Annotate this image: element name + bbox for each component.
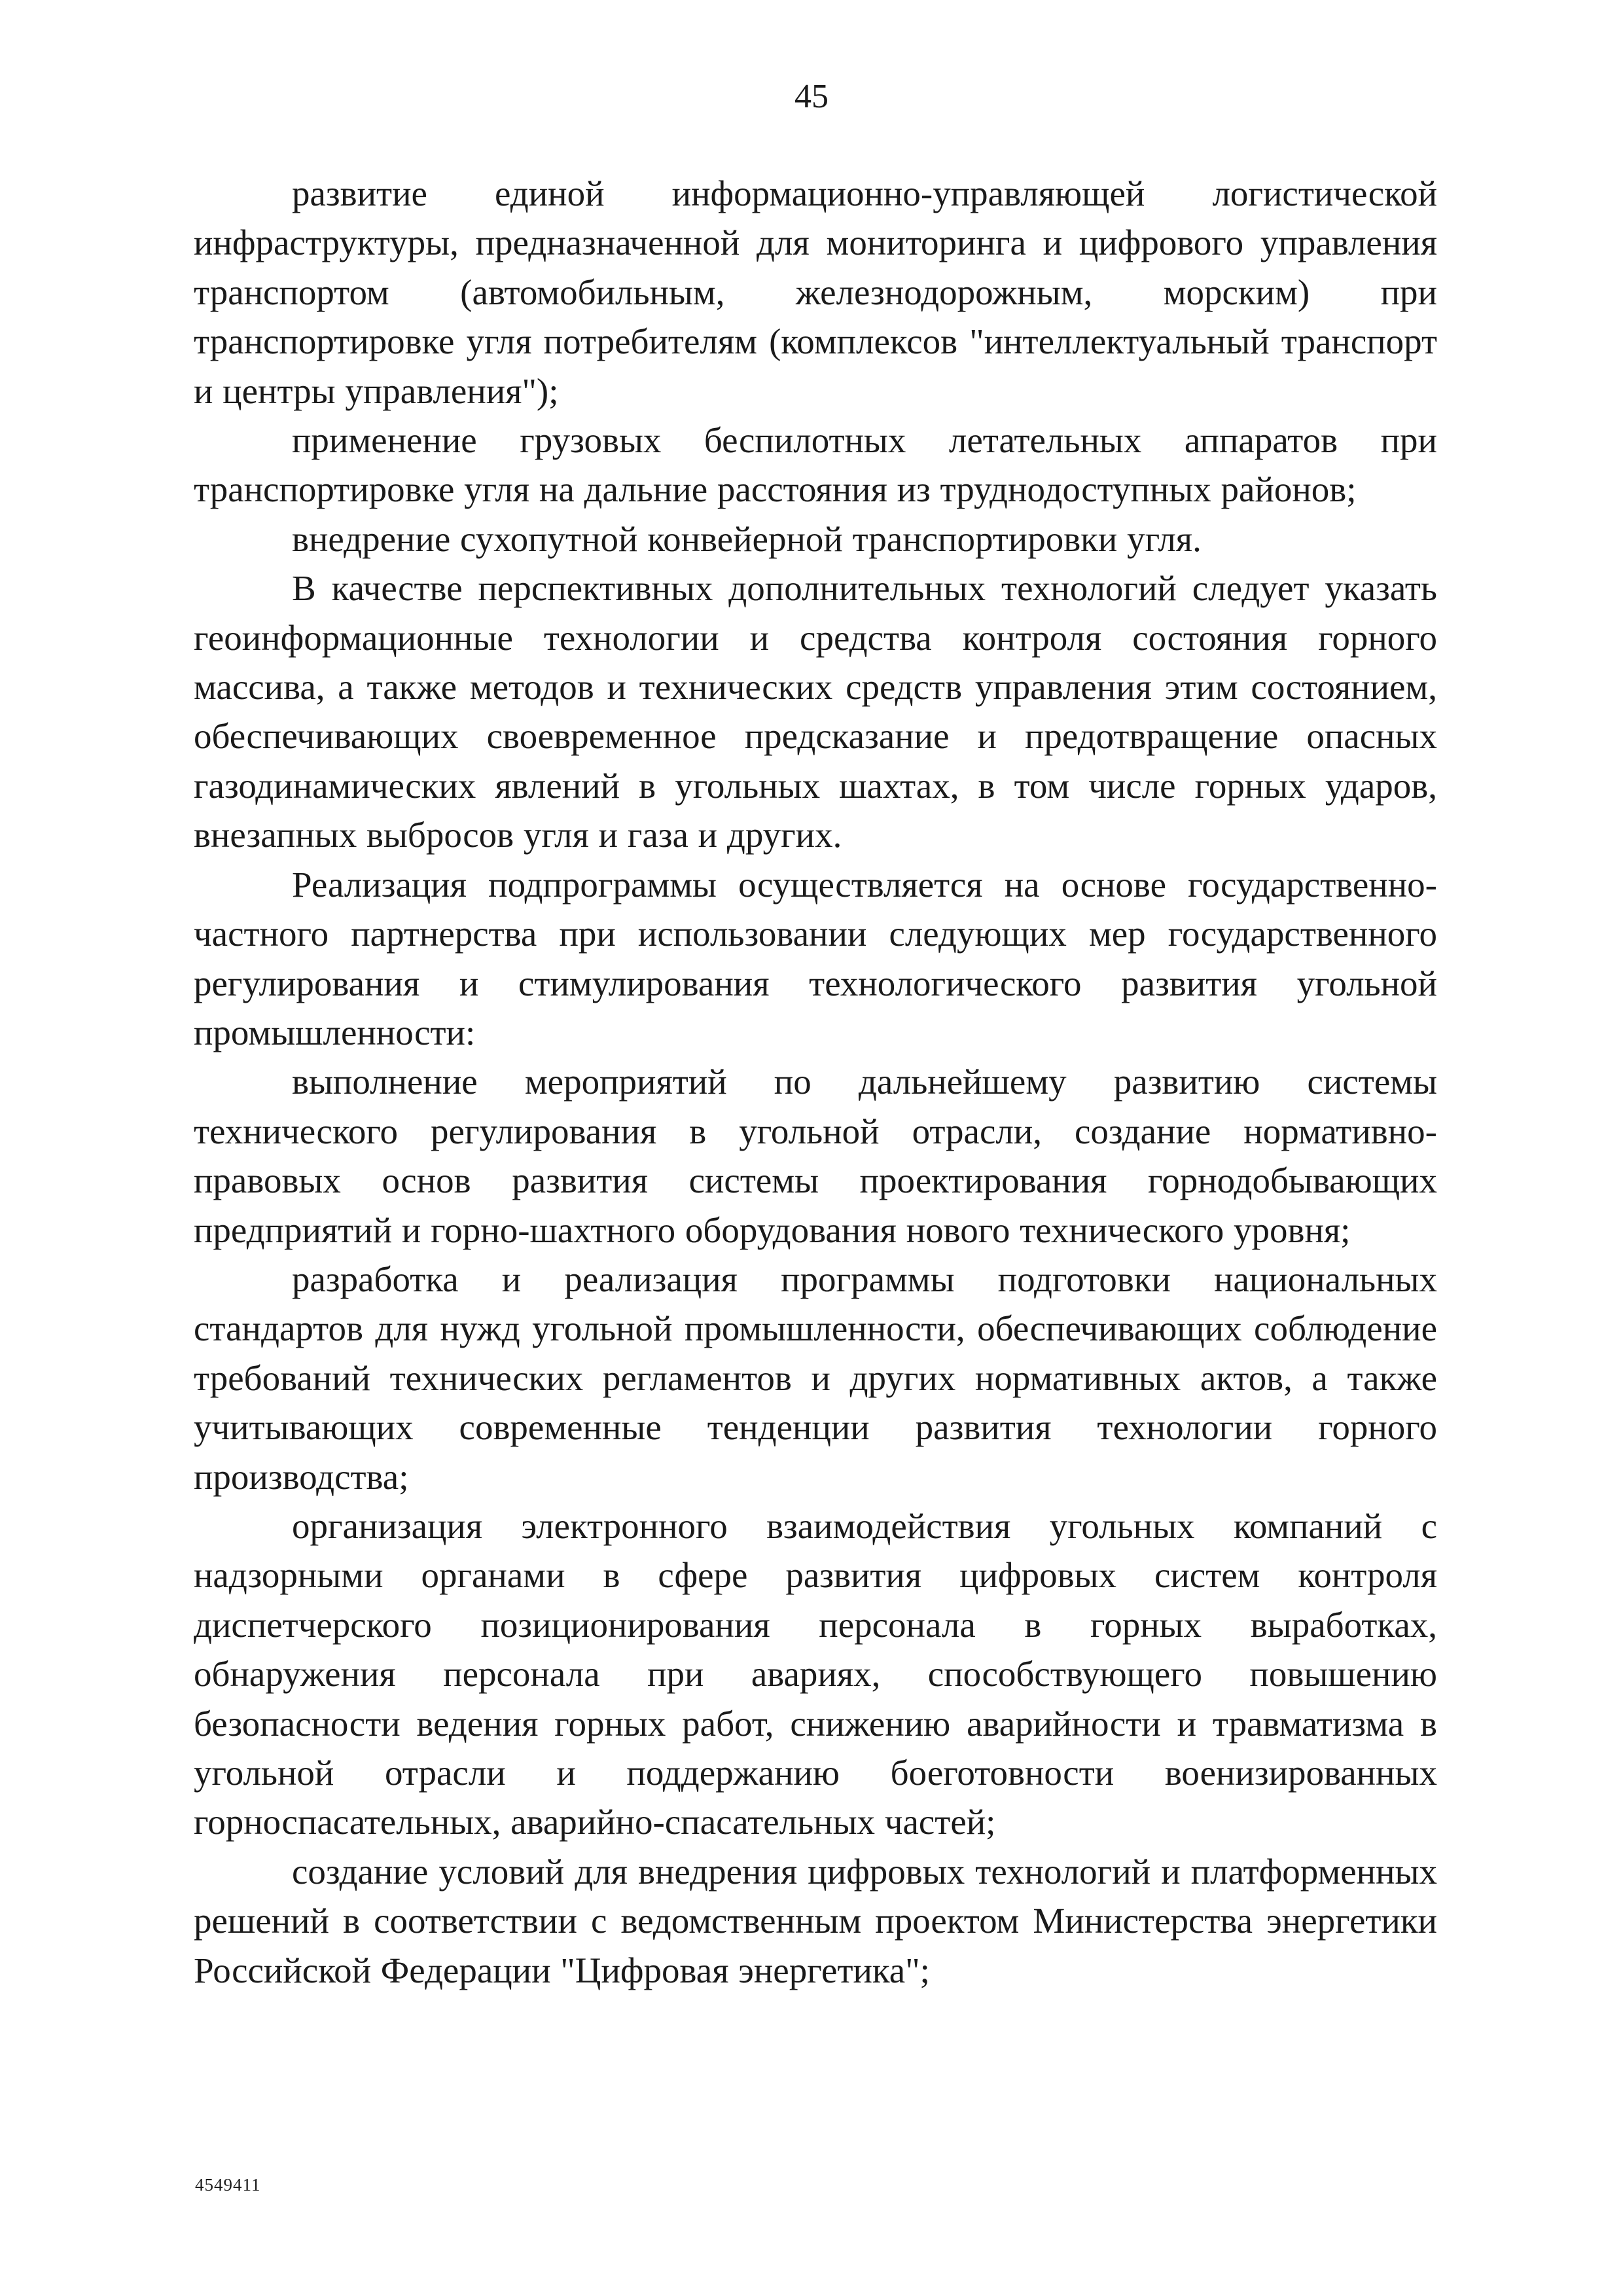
paragraph-cargo-drones: применение грузовых беспилотных летательных аппаратов при транспортировке угля на дальние расстояния из труднодоступных районов; xyxy=(194,420,1437,510)
paragraph-electronic-interaction: организация электронного взаимодействия угольных компаний с надзорными органами в сфере развития цифровых систем контроля диспетчерского позиционирования персонала в горных выработках, обнаружения персонала при авариях, способствующего повышению безопасности ведения горных работ, снижению аварийности и травматизма в угольной отрасли и поддержанию боеготовности военизированных горноспасательных, аварийно-спасательных частей; xyxy=(194,1505,1437,1842)
paragraph-technical-regulation: выполнение мероприятий по дальнейшему развитию системы технического регулирования в угольной отрасли, создание нормативно-правовых основ развития системы проектирования горнодобывающих предприятий и горно-шахтного оборудования нового технического уровня; xyxy=(194,1062,1437,1250)
paragraph-digital-energy: создание условий для внедрения цифровых технологий и платформенных решений в соответствии с ведомственным проектом Министерства энергетики Российской Федерации "Цифровая энергетика"; xyxy=(194,1851,1437,1990)
paragraph-logistics-infrastructure: развитие единой информационно-управляющей логистической инфраструктуры, предназначенной для мониторинга и цифрового управления транспортом (автомобильным, железнодорожным, морским) при транспортировке угля потребителям (комплексов "интеллектуальный транспорт и центры управления"); xyxy=(194,173,1437,411)
paragraph-conveyor-transport: внедрение сухопутной конвейерной транспортировки угля. xyxy=(292,518,1202,559)
paragraph-additional-technologies: В качестве перспективных дополнительных технологий следует указать геоинформационные технологии и средства контроля состояния горного массива, а также методов и технических средств управления этим состоянием, обеспечивающих своевременное предсказание и предотвращение опасных газодинамических явлений в угольных шахтах, в том числе горных ударов, внезапных выбросов угля и газа и других. xyxy=(194,568,1437,855)
paragraph-national-standards: разработка и реализация программы подготовки национальных стандартов для нужд угольной промышленности, обеспечивающих соблюдение требований технических регламентов и других нормативных актов, а также учитывающих современные тенденции развития технологии горного производства; xyxy=(194,1259,1437,1497)
document-body xyxy=(194,169,1437,1995)
paragraph-subprogram-implementation: Реализация подпрограммы осуществляется на основе государственно-частного партнерства при использовании следующих мер государственного регулирования и стимулирования технологического развития угольной промышленности: xyxy=(194,864,1437,1052)
document-code: 4549411 xyxy=(195,2175,261,2195)
page-number: 45 xyxy=(794,78,829,115)
